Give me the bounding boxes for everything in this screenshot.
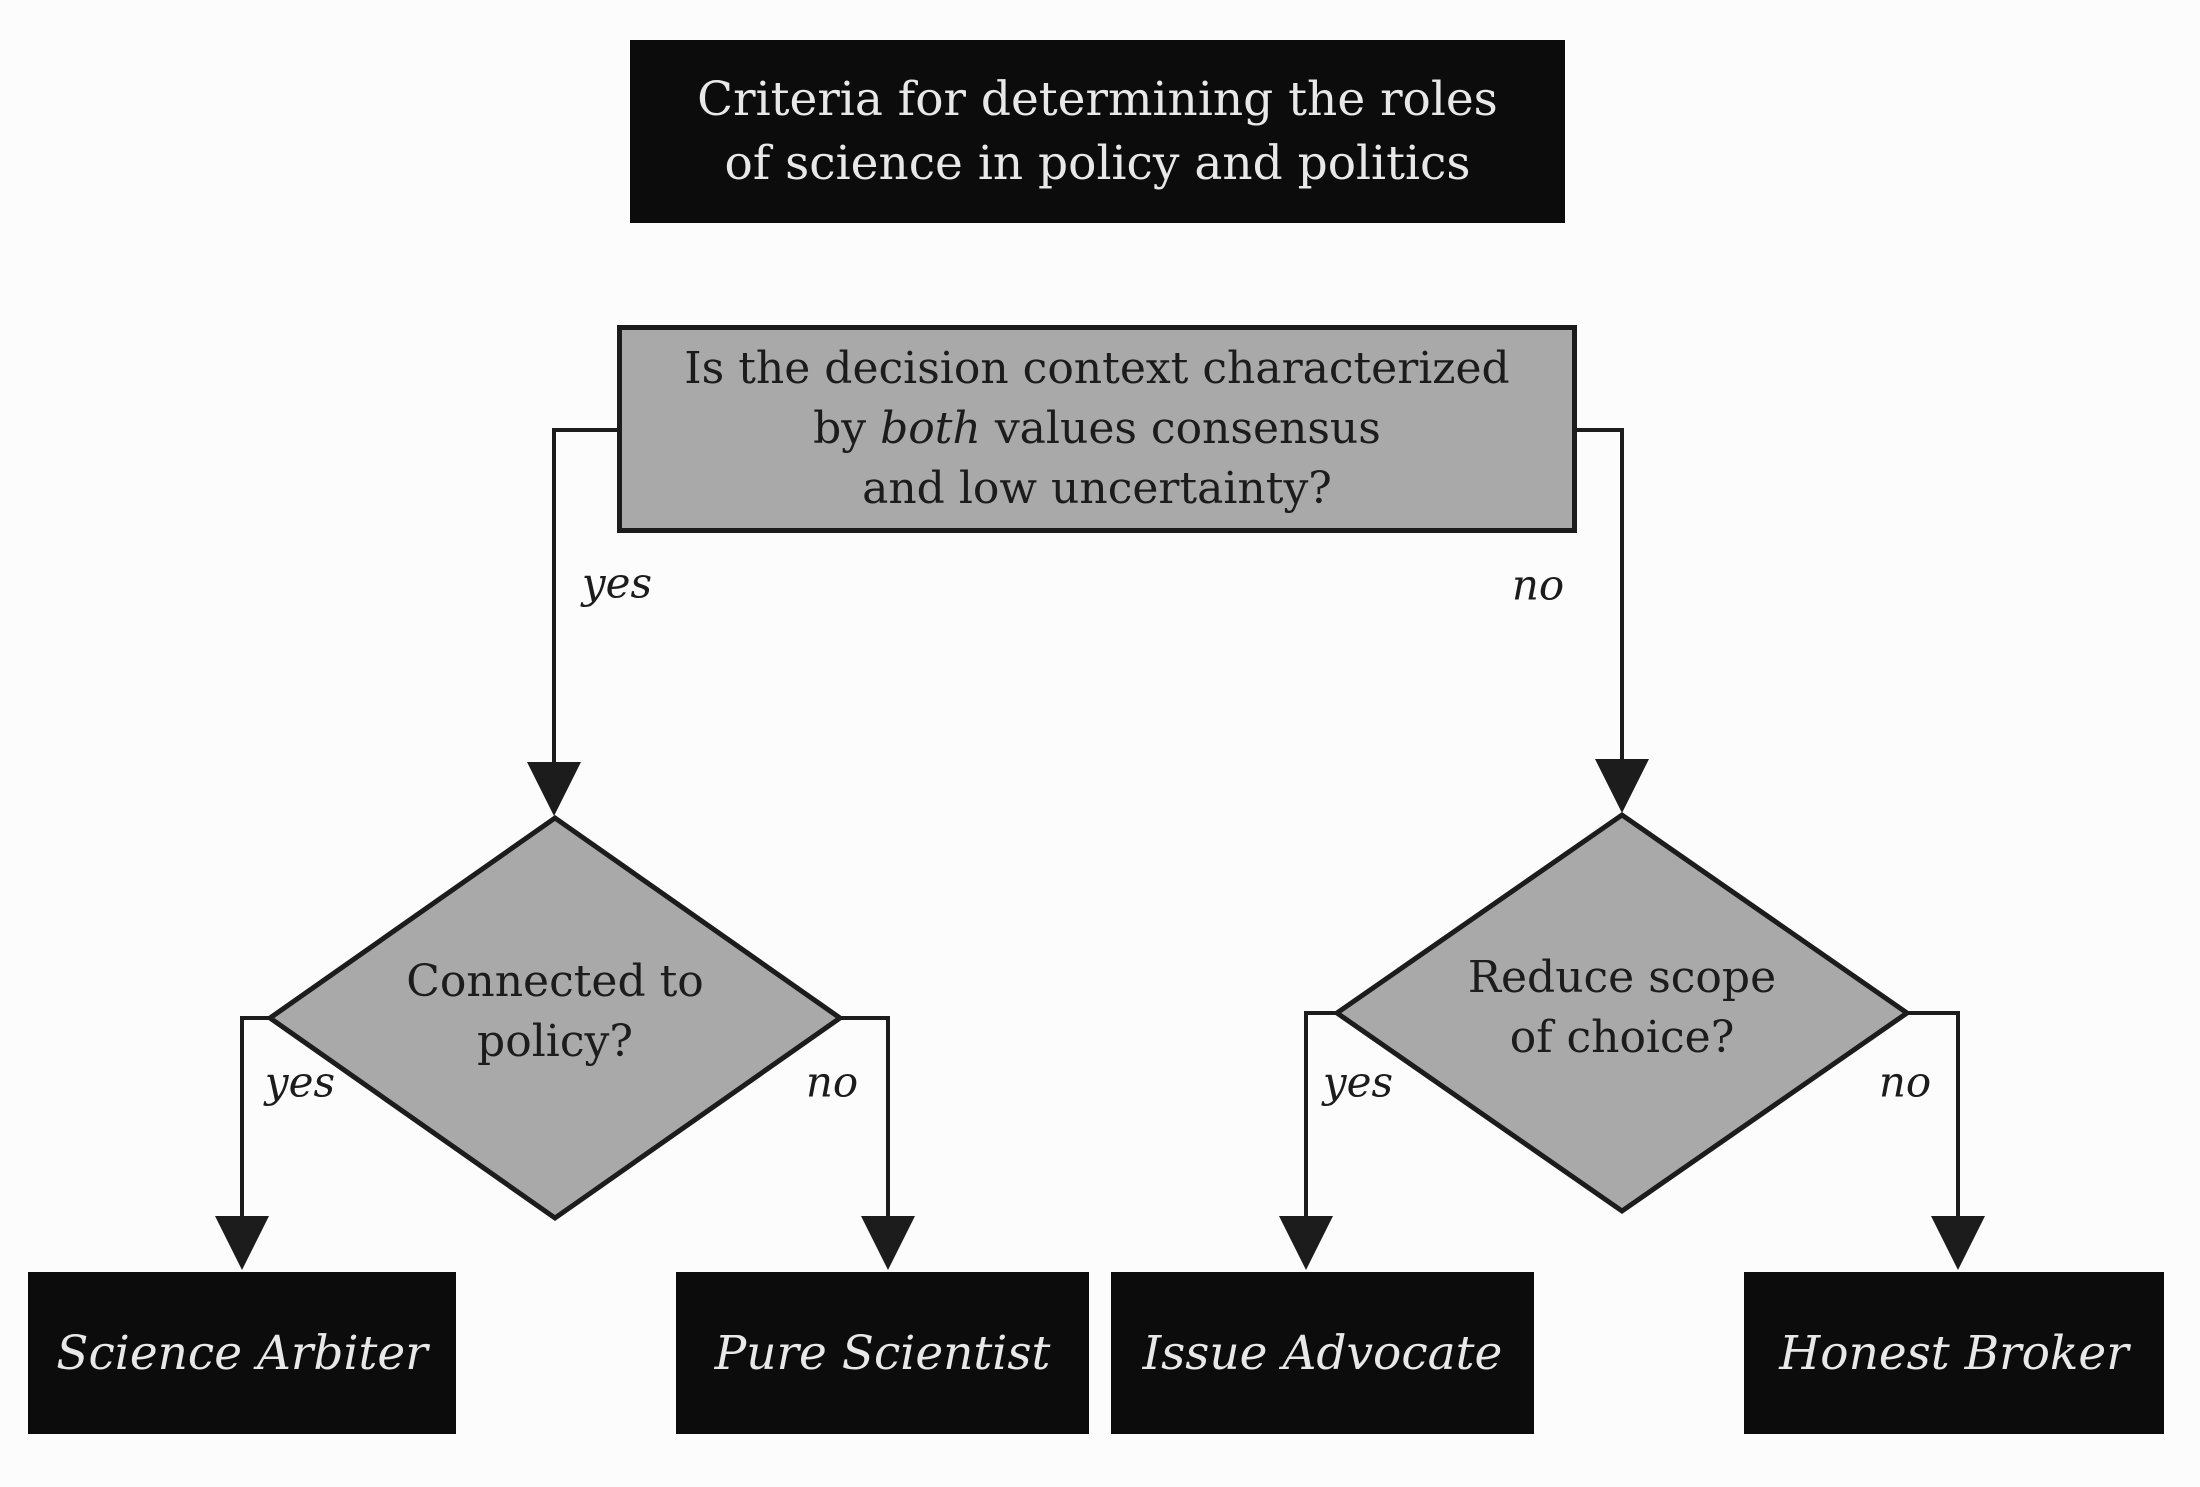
root-yes-label: yes xyxy=(581,558,653,608)
root-question-node xyxy=(617,325,1577,533)
arrowhead-root-yes-icon xyxy=(527,762,581,816)
edge-root-no xyxy=(1577,430,1622,788)
right-no-label: no xyxy=(1878,1057,1932,1107)
right-decision-diamond xyxy=(1337,815,1907,1211)
left-no-label: no xyxy=(805,1057,859,1107)
title-line-1: Criteria for determining the roles xyxy=(697,71,1498,127)
arrowhead-right-yes-icon xyxy=(1279,1216,1333,1270)
root-question-line-3: and low uncertainty? xyxy=(862,463,1332,514)
arrowhead-root-no-icon xyxy=(1595,759,1649,813)
outcome-pure-scientist xyxy=(676,1272,1089,1434)
left-decision-line-2: policy? xyxy=(477,1016,633,1067)
edge-right-no xyxy=(1907,1013,1958,1245)
left-decision-diamond xyxy=(270,818,840,1218)
edge-left-no xyxy=(840,1018,888,1245)
root-question-line-2 xyxy=(622,399,1572,459)
outcome-issue-advocate-label: Issue Advocate xyxy=(1142,1325,1503,1381)
root-no-label: no xyxy=(1511,560,1565,610)
outcome-honest-broker xyxy=(1744,1272,2164,1434)
root-question-line-2-italic: both xyxy=(880,403,981,454)
outcome-issue-advocate xyxy=(1111,1272,1534,1434)
arrowhead-left-no-icon xyxy=(861,1216,915,1270)
edge-left-yes xyxy=(242,1018,270,1245)
title-line-2: of science in policy and politics xyxy=(724,135,1471,191)
right-decision-line-1: Reduce scope xyxy=(1467,952,1777,1003)
left-yes-label: yes xyxy=(264,1057,336,1107)
edge-right-yes xyxy=(1306,1013,1337,1245)
root-question-line-2-pre: by xyxy=(813,403,881,454)
arrowhead-left-yes-icon xyxy=(215,1216,269,1270)
root-question-line-2-post: values consensus xyxy=(980,403,1381,454)
root-question-line-1: Is the decision context characterized xyxy=(684,343,1510,394)
edge-root-yes xyxy=(554,430,617,790)
arrowhead-right-no-icon xyxy=(1931,1216,1985,1270)
outcome-science-arbiter xyxy=(28,1272,456,1434)
right-yes-label: yes xyxy=(1322,1057,1394,1107)
title-node xyxy=(630,40,1565,223)
outcome-pure-scientist-label: Pure Scientist xyxy=(714,1325,1051,1381)
outcome-science-arbiter-label: Science Arbiter xyxy=(56,1325,428,1381)
outcome-honest-broker-label: Honest Broker xyxy=(1779,1325,2129,1381)
left-decision-line-1: Connected to xyxy=(406,956,704,1007)
right-decision-line-2: of choice? xyxy=(1509,1012,1735,1063)
